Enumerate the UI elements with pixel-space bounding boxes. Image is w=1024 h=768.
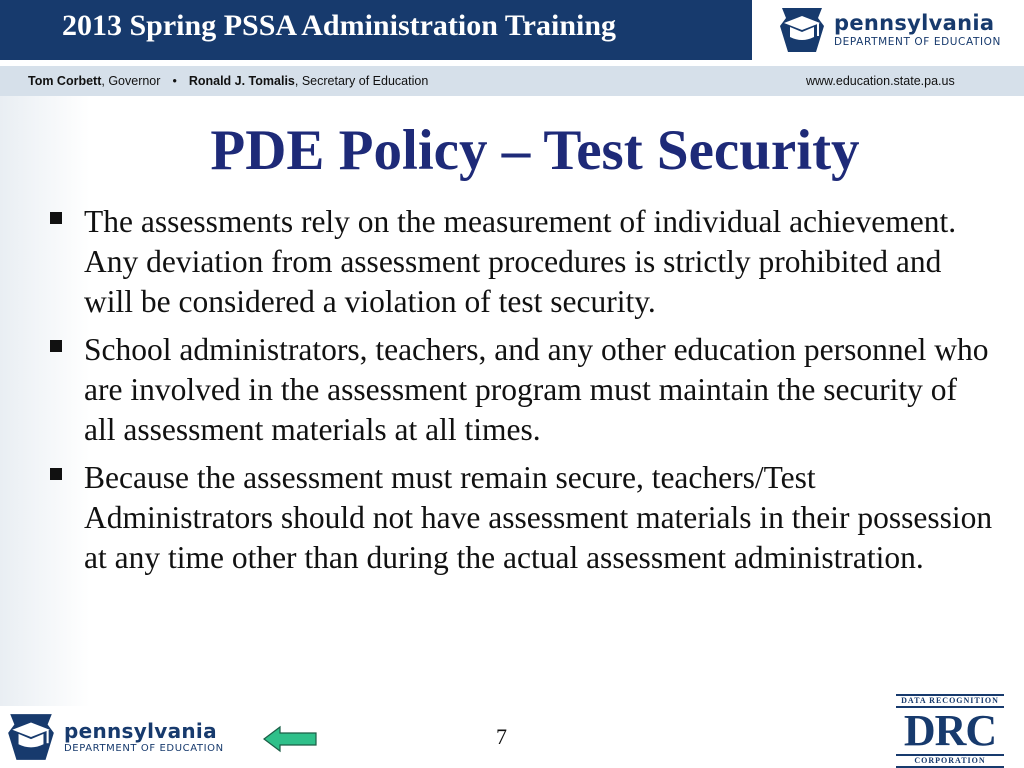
logo-department: DEPARTMENT OF EDUCATION [64, 742, 224, 754]
logo-department: DEPARTMENT OF EDUCATION [834, 35, 1001, 48]
bullet-item [46, 202, 996, 322]
bullet-item [46, 330, 996, 450]
bullet-text: The assessments rely on the measurement of individual achievement. Any deviation from assessment procedures is strictly prohibited and will be considered a violation of test security. [84, 204, 957, 319]
square-bullet-icon [50, 212, 62, 224]
drc-main-text: DRC [903, 706, 997, 755]
page-number: 7 [496, 724, 507, 749]
bullet-text: Because the assessment must remain secure, teachers/Test Administrators should not have assessment materials in their possession at any time other than during the actual assessment administration. [84, 460, 993, 575]
bullet-item [46, 458, 996, 578]
drc-bottom-text: CORPORATION [896, 754, 1004, 768]
drc-top-text: DATA RECOGNITION [896, 694, 1004, 708]
keystone-icon [776, 4, 828, 56]
pde-logo-top [776, 2, 1016, 58]
officials-separator: • [172, 74, 177, 88]
pde-logo-bottom [4, 708, 240, 766]
slide-title: PDE Policy – Test Security [210, 119, 860, 182]
website-link[interactable]: www.education.state.pa.us [806, 74, 955, 88]
officials-bar [0, 66, 1024, 96]
secretary-name: Ronald J. Tomalis [188, 74, 295, 88]
governor-name: Tom Corbett [28, 74, 102, 88]
governor-role: , Governor [101, 74, 161, 88]
presentation-title: 2013 Spring PSSA Administration Training [62, 9, 617, 42]
square-bullet-icon [50, 340, 62, 352]
keystone-icon [4, 710, 58, 764]
secretary-role: , Secretary of Education [294, 74, 429, 88]
logo-name: pennsylvania [834, 10, 995, 35]
drc-logo [896, 694, 1004, 764]
bullet-text: School administrators, teachers, and any other education personnel who are involved in the assessment program must maintain the security of all assessment materials at all times. [84, 332, 989, 447]
logo-name: pennsylvania [64, 718, 217, 743]
square-bullet-icon [50, 468, 62, 480]
bullet-list [46, 202, 996, 586]
header-banner [0, 0, 752, 60]
back-arrow-icon[interactable] [262, 724, 318, 754]
